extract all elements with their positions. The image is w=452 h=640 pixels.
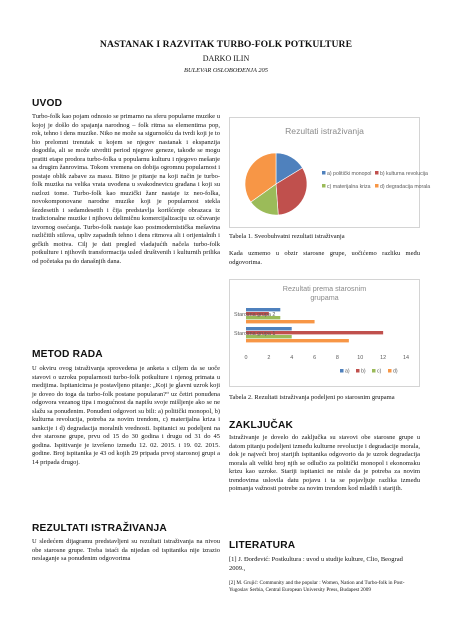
bar bbox=[246, 308, 280, 311]
reference-1: [1] J. Đorđević: Postkultura : uvod u studije kulture, Clio, Beograd 2009., bbox=[229, 556, 403, 572]
x-tick-label: 0 bbox=[244, 355, 248, 361]
pie-chart-box bbox=[229, 117, 431, 228]
category-label: Starosna grupa 1 bbox=[234, 331, 276, 337]
legend-swatch bbox=[372, 369, 376, 373]
legend-swatch bbox=[340, 369, 344, 373]
kada-text: Kada uzmemo u obzir starosne grupe, uočićemo razliku među odgovorima. bbox=[229, 250, 420, 266]
legend-swatch bbox=[388, 369, 392, 373]
table2-caption: Tabela 2. Rezultati istraživanja podeljeni po starosnim grupama bbox=[229, 394, 395, 401]
legend-label: b) bbox=[361, 368, 366, 375]
x-tick-label: 6 bbox=[313, 355, 317, 361]
pie-chart bbox=[230, 118, 431, 229]
reference-2: [2] M. Grujić: Community and the popular : Women, Nation and Turbo-folk in Post-Yugoslav Serbia, Central European University Press, Budapest 2009 bbox=[229, 580, 405, 593]
bar bbox=[246, 327, 292, 330]
legend-swatch bbox=[375, 184, 379, 188]
x-tick-label: 10 bbox=[357, 355, 364, 361]
x-tick-label: 8 bbox=[335, 355, 339, 361]
uvod-text: Turbo-folk kao pojam odnosio se primarno na sferu popularne muzike u kojoj je došlo do spajanja narodnog – folk ritma sa elementima pop, rok, tehno i dens muzike. Niko ne može sa sigurnošću da tvrdi koji je to bio prelomni trenutak u kojem se njegov nastanak i ekspanzija dogodila, ali se može utvrditi period njegove geneze, takođe se mogu pratiti etape prodora turbo-folka u popularnu kulturu i njegovo mešanje sa drugim žanrovima. Tokom vremena on dobija ogromnu popularnost i postaje oblik zabave za masu. Bitno je pitanje na koji način je turbo-folk muzika na velika vrata uvođena u svakodnevicu građana i koji su razlozi tome. Turbo-folk kao muzički žanr nastaje iz neo-folka, novokomponovane narodne muzike koji je popularnost stekla šezdesetih i sedamdesetih i čija predstavlja korišćenje obrazaca iz tradicionalne muzike i njihovu delimičnu komercijalizaciju uz očuvanje izvornog osećanja. Turbo-folk nastaje kao postmodernistička mešavina različitih stilova, upliv zapadnih tehno i dens ritmova ali i orijentalnih i grčkih motiva. Cilj je dati pregled vladajućih načela turbo-folk potkulture i njihovih transformacija usled društvenih i kulturnih prilika od početaka pa do današnjih dana. bbox=[32, 113, 220, 265]
section-heading-metod: METOD RADA bbox=[32, 349, 103, 360]
legend-swatch bbox=[375, 171, 379, 175]
zakljucak-text: Istraživanje je dovelo do zaključka su stavovi obe starosne grupe u datom pitanju podeljeni između kulturne revolucije i degradacije morala, dok je najveći broj starijih ispitanika odgovorio da je uzrok degradacija morala ali veliki broj njih se odlučio za politički monopol i ekonomsku krizu kao uzroke. Stariji ispitanici ne misle da je potreba za novim trendovima uslovila datu pojavu i ta se pojavljuje razlika između poimanja važnosti potrebe za novim trendom kod mladih i starijih. bbox=[229, 434, 420, 492]
legend-label: c) bbox=[377, 368, 382, 375]
pie-chart-title: Rezultati istraživanja bbox=[285, 126, 364, 136]
x-tick-label: 14 bbox=[403, 355, 409, 361]
category-label: Starosna grupa 2 bbox=[234, 312, 276, 318]
section-heading-rezultati: REZULTATI ISTRAŽIVANJA bbox=[32, 523, 167, 534]
bar-chart bbox=[230, 280, 421, 388]
legend-label: a) politički monopol bbox=[327, 171, 372, 177]
x-tick-label: 12 bbox=[380, 355, 387, 361]
section-heading-uvod: UVOD bbox=[32, 98, 63, 109]
table1-caption: Tabela 1. Sveobuhvatni rezultati istraživanja bbox=[229, 233, 345, 240]
section-heading-zakljucak: ZAKLJUČAK bbox=[229, 420, 294, 431]
x-tick-label: 4 bbox=[290, 355, 294, 361]
legend-swatch bbox=[322, 171, 326, 175]
author-affiliation: BULEVAR OSLOBOĐENJA 205 bbox=[184, 67, 268, 74]
rezultati-text: U sledećem dijagramu predstavljeni su rezultati istraživanja na nivou obe starosne grupe. Treba istaći da nijedan od ispitanika nije izrazio neslaganje sa ponuđenim odgovorima bbox=[32, 538, 220, 562]
legend-label: c) materijalna kriza bbox=[327, 184, 371, 190]
legend-swatch bbox=[356, 369, 360, 373]
section-heading-literatura: LITERATURA bbox=[229, 540, 296, 551]
legend-swatch bbox=[322, 184, 326, 188]
legend-label: b) kulturna revolucija bbox=[380, 171, 428, 177]
legend-label: a) bbox=[345, 368, 350, 375]
legend-label: d) degradacija morala bbox=[380, 184, 431, 190]
legend-label: d) bbox=[393, 368, 398, 375]
bar bbox=[246, 339, 349, 342]
bar bbox=[246, 320, 315, 323]
bar-chart-title: Rezultati prema starosnim grupama bbox=[282, 284, 367, 302]
bar-chart-box bbox=[229, 279, 420, 387]
metod-text: U okviru ovog istraživanja sprovedena je anketa s ciljem da se uoče stavovi o uzroku popularnosti turbo-folk potkulture i njenog primata u medijima. Ispitanicima je postavljeno pitanje: „Koji je glavni uzrok koji je doveo do toga da turbo-folk postane popularan?“ uz četiri ponuđena odgovora vezanog tipa i mogućnost da napišu svoje mišljenje ako se ne slažu sa ponuđenim. Ponuđeni odgovori su bili: a) politički monopol, b) kulturna revolucija, potreba za novim trendom, c) materijalna kriza i sankcije i d) degradacija moralnih vrednosti. Ispitanici su podeljeni na dve starosne grupe, prvu od 15 do 30 godina i drugu od 31 do 45 godina. Ispitivanje je izvršeno između 12. 02. 2015. i 19. 02. 2015. godine. Broj ispitanika je 43 od kojih 29 pripada prvoj starosnoj grupi a 14 pripada drugoj. bbox=[32, 365, 220, 466]
author-name: DARKO ILIN bbox=[202, 54, 250, 63]
x-tick-label: 2 bbox=[267, 355, 271, 361]
paper-title: NASTANAK I RAZVITAK TURBO-FOLK POTKULTURE bbox=[99, 39, 353, 50]
